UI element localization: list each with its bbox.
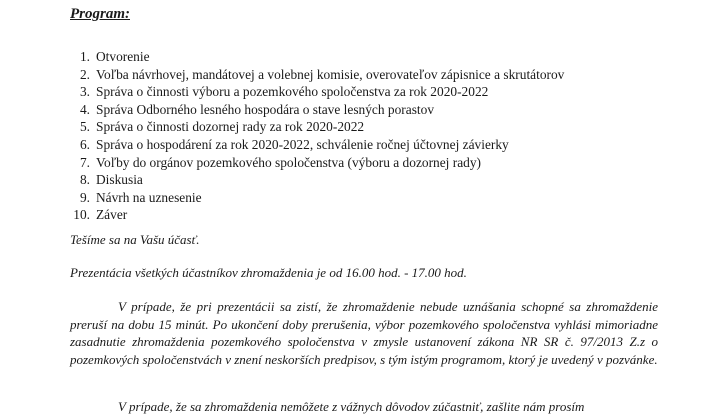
agenda-item <box>64 189 564 207</box>
agenda-item <box>64 66 564 84</box>
thanks-line: Tešíme sa na Vašu účasť. <box>70 232 200 247</box>
agenda-item <box>64 171 564 189</box>
agenda-text: Záver <box>96 207 128 223</box>
program-heading: Program: <box>70 6 130 22</box>
agenda-number: 4. <box>79 101 90 117</box>
agenda-number: 3. <box>79 84 90 100</box>
agenda-number: 1. <box>79 49 90 64</box>
agenda-text: Voľba návrhovej, mandátovej a volebnej komisie, overovateľov zápisnice a skrutátorov <box>96 66 565 82</box>
agenda-item <box>64 83 564 101</box>
agenda-text: Návrh na uznesenie <box>96 189 202 205</box>
agenda-item <box>64 206 564 224</box>
agenda-number: 6. <box>79 136 90 152</box>
agenda-number: 5. <box>79 119 90 135</box>
agenda-text: Otvorenie <box>96 49 150 64</box>
agenda-text: Voľby do orgánov pozemkového spoločenstva (výboru a dozornej rady) <box>96 154 481 170</box>
agenda-number: 2. <box>79 66 90 82</box>
agenda-item <box>64 48 564 66</box>
agenda-item <box>64 118 564 136</box>
agenda-item <box>64 154 564 172</box>
agenda-number: 10. <box>73 207 90 223</box>
agenda-text: Správa Odborného lesného hospodára o stave lesných porastov <box>96 101 435 117</box>
quorum-paragraph: V prípade, že pri prezentácii sa zistí, že zhromaždenie nebude uznášania schopné sa zhromaždenie preruší na dobu 15 minút. Po ukončení doby prerušenia, výbor pozemkového spoločenstva vyhlási mimoriadne zasadnutie zhromaždenia pozemkového spoločenstva v zmysle ustanovení zákona NR SR č. 97/2013 Z.z o pozemkových spoločenstvách v znení neskorších predpisov, s tým istým programom, ktorý je uvedený v pozvánke. <box>70 299 658 367</box>
agenda-item <box>64 136 564 154</box>
agenda-list <box>64 48 564 224</box>
agenda-text: Správa o činnosti dozornej rady za rok 2020-2022 <box>96 119 365 135</box>
absence-paragraph: V prípade, že sa zhromaždenia nemôžete z vážnych dôvodov zúčastniť, zašlite nám prosím <box>118 399 585 414</box>
agenda-text: Správa o hospodárení za rok 2020-2022, schválenie ročnej účtovnej závierky <box>96 136 509 152</box>
agenda-number: 8. <box>79 172 90 188</box>
agenda-number: 7. <box>79 154 90 170</box>
agenda-number: 9. <box>79 189 90 205</box>
agenda-item <box>64 101 564 119</box>
agenda-text: Správa o činnosti výboru a pozemkového spoločenstva za rok 2020-2022 <box>96 84 489 100</box>
agenda-text: Diskusia <box>96 172 143 188</box>
presentation-time: Prezentácia všetkých účastníkov zhromaždenia je od 16.00 hod. - 17.00 hod. <box>70 265 467 280</box>
